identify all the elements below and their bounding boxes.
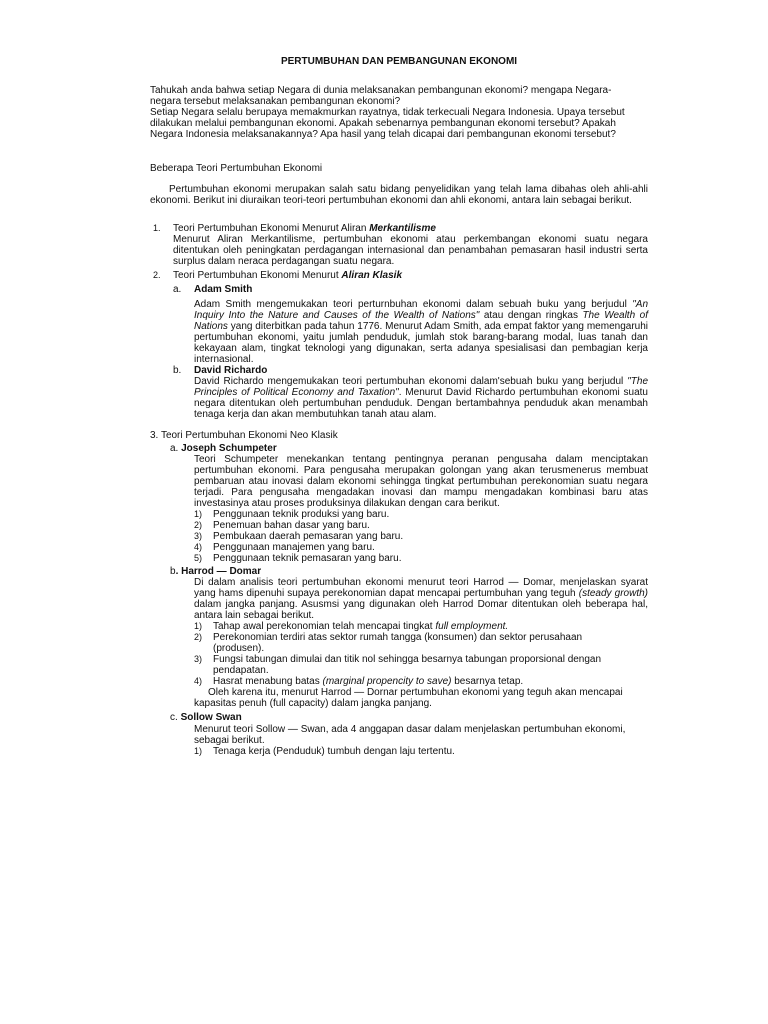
body-text: . Menurut David Richardo pertumbuhan ekonomi suatu negara ditentukan oleh pertumbuhan penduduk. Dengan bertambahnya penduduk akan menambah tenaga kerja dan akan membutuhkan tanah atau alam. [194,387,648,420]
section-intro: Pertumbuhan ekonomi merupakan salah satu bidang penyelidikan yang telah lama dibahas oleh ahli-ahli ekonomi. Berikut ini diuraikan teori-teori pertumbuhan ekonomi dan ahli ekonomi, antara lain sebagai berikut. [150,184,648,206]
assumption-list [194,746,648,757]
intro-line: Tahukah anda bahwa setiap Negara di dunia melaksanakan pembangunan ekonomi? mengapa Negara- [150,85,612,96]
sub-body [194,299,648,365]
list-text: Penggunaan teknik produksi yang baru. [213,509,390,520]
closing-line: Oleh karena itu, menurut Harrod — Dornar pertumbuhan ekonomi yang teguh akan mencapai [208,687,623,698]
subitem-joseph-schumpeter [170,443,648,564]
body-text: Adam Smith mengemukakan teori perturnbuhan ekonomi dalam sebuah buku yang berjudul [194,299,633,310]
heading-text: Teori Pertumbuhan Ekonomi Menurut Aliran [173,223,370,234]
list-text: Perekonomian terdiri atas sektor rumah tangga (konsumen) dan sektor perusahaan [213,632,583,643]
sub-body-line: sebagai berikut. [194,735,265,746]
sub-heading [170,566,648,577]
list-item [194,621,648,632]
list-continuation: (produsen). [213,643,265,654]
book-title: The Wealth of Nations [194,310,648,332]
theory-body: Menurut Aliran Merkantilisme, pertumbuhan ekonomi atau perkembangan ekonomi suatu negara ditentukan oleh peningkatan perdagangan internasional dan penambahan pemasaran hasil industri serta surplus dalam neraca perdagangan suatu negara. [173,234,648,267]
body-text: atau dengan ringkas [479,310,583,321]
sub-name: Sollow Swan [180,712,242,723]
body-emphasis: (steady growth) [578,588,648,599]
subitem-harrod-domar [170,566,648,709]
list-number: 3) [194,654,203,664]
heading-emphasis: Merkantilisme [369,223,436,234]
list-item [194,632,648,643]
page-title: PERTUMBUHAN DAN PEMBANGUNAN EKONOMI [280,56,518,67]
list-text: Pembukaan daerah pemasaran yang baru. [213,531,404,542]
list-item [194,676,648,687]
list-text: Tenaga kerja (Penduduk) tumbuh dengan laju tertentu. [213,746,455,757]
list-text: Fungsi tabungan dimulai dan titik nol sehingga besarnya tabungan proporsional dengan [213,654,602,665]
list-item [194,542,648,553]
body-text: yang diterbitkan pada tahun 1776. Menurut Adam Smith, ada empat faktor yang memengaruhi pertumbuhan ekonomi, yaitu jumlah penduduk, jumlah stok barang-barang modal, luas tanah dan kekayaan alam, tingkat teknologi yang digunakan, serta adanya spesialisasi dan pembagian kerja internasional. [194,321,648,365]
list-item [194,553,648,564]
sub-label: a. [170,443,179,454]
sub-heading: Adam Smith [194,284,253,295]
list-item [194,654,648,665]
list-item [194,746,648,757]
sub-body [194,577,648,621]
list-item [194,509,648,520]
body-text: David Richardo mengemukakan teori pertumbuhan ekonomi dalam'sebuah buku yang berjudul [194,376,628,387]
sub-heading [170,443,648,454]
sub-body: Teori Schumpeter menekankan tentang pentingnya peranan pengusaha dalam menciptakan pertumbuhan ekonomi. Para pengusaha merupakan golongan yang akan terusmenerus membuat pembaruan atau inovasi dalam ekonomi sehingga tingkat pertumbuhan perekonomian suatu negara terjadi. Para pengusaha mengadakan inovasi dan mampu mengadakan kombinasi baru atas investasinya atau proses produksinya dilakukan dengan cara berikut. [194,454,648,509]
list-text: Tahap awal perekonomian telah mencapai tingkat [213,621,436,632]
book-title: "The Principles of Political Economy and Taxation" [194,376,648,398]
sub-heading: David Richardo [194,365,268,376]
sub-name: Joseph Schumpeter [181,443,277,454]
list-emphasis: full employment. [435,621,509,632]
sub-body [194,376,648,420]
sub-name: . Harrod — Domar [175,566,262,577]
intro-paragraph [150,85,648,140]
list-text: Penggunaan manajemen yang baru. [213,542,375,553]
theory-heading [173,270,648,281]
subitem-adam-smith [173,284,648,365]
list-text: Hasrat menabung batas [213,676,323,687]
heading-text: Teori Pertumbuhan Ekonomi Menurut [173,270,342,281]
sub-label: b. [173,365,182,376]
theory-heading [173,223,648,234]
section-heading: Beberapa Teori Pertumbuhan Ekonomi [150,163,323,174]
theory-heading-neo-klasik: 3. Teori Pertumbuhan Ekonomi Neo Klasik [150,430,338,441]
body-text: Di dalam analisis teori pertumbuhan ekonomi menurut teori Harrod — Domar, menjelaskan syarat yang hams dipenuhi supaya perekonomian dapat mencapai pertumbuhan yang teguh [194,577,648,599]
list-number: 3) [194,531,203,541]
intro-line: dilakukan melalui pembangunan ekonomi. Apakah sebenarnya pembangunan ekonomi tersebut? Apakah [150,118,616,129]
list-text: besarnya tetap. [451,676,524,687]
list-emphasis: (marginal propencity to save) [322,676,452,687]
theory-item-merkantilisme [153,223,648,267]
intro-line: Setiap Negara selalu berupaya memakmurkan rayatnya, tidak terkecuali Negara Indonesia. Upaya tersebut [150,107,625,118]
technique-list [194,509,648,564]
book-title: "An Inquiry Into the Nature and Causes of the Wealth of Nations" [194,299,648,321]
list-text: Penggunaan teknik pemasaran yang baru. [213,553,402,564]
sub-label: c. [170,712,178,723]
list-number: 5) [194,553,203,563]
list-number: 1) [194,621,203,631]
list-number: 2) [194,520,203,530]
list-number: 2) [194,632,203,642]
theory-item-klasik [153,270,648,281]
list-item [194,520,648,531]
closing-line: kapasitas penuh (full capacity) dalam jangka panjang. [194,698,432,709]
sub-label: b [170,566,176,577]
list-number: 4) [194,676,203,686]
assumption-list [194,621,648,687]
heading-emphasis: Aliran Klasik [341,270,403,281]
list-text: Penemuan bahan dasar yang baru. [213,520,370,531]
subitem-david-richardo [173,365,648,420]
list-number: 1) [194,746,203,756]
list-item [194,531,648,542]
list-continuation: pendapatan. [213,665,269,676]
list-number: 1. [153,223,161,233]
intro-line: negara tersebut melaksanakan pembangunan ekonomi? [150,96,401,107]
sub-body-line: Menurut teori Sollow — Swan, ada 4 anggapan dasar dalam menjelaskan pertumbuhan ekonomi, [194,724,626,735]
list-number: 1) [194,509,203,519]
sub-label: a. [173,284,182,295]
intro-line: Negara Indonesia melaksanakannya? Apa hasil yang telah dicapai dari pembangunan ekonomi tersebut? [150,129,616,140]
body-text: dalam jangka panjang. Asusmsi yang digunakan oleh Harrod Domar ditentukan oleh beberapa hal, antara lain sebagai berikut. [194,599,648,621]
sub-heading [170,712,648,723]
list-number: 4) [194,542,203,552]
list-number: 2. [153,270,161,280]
subitem-sollow-swan [170,712,648,757]
